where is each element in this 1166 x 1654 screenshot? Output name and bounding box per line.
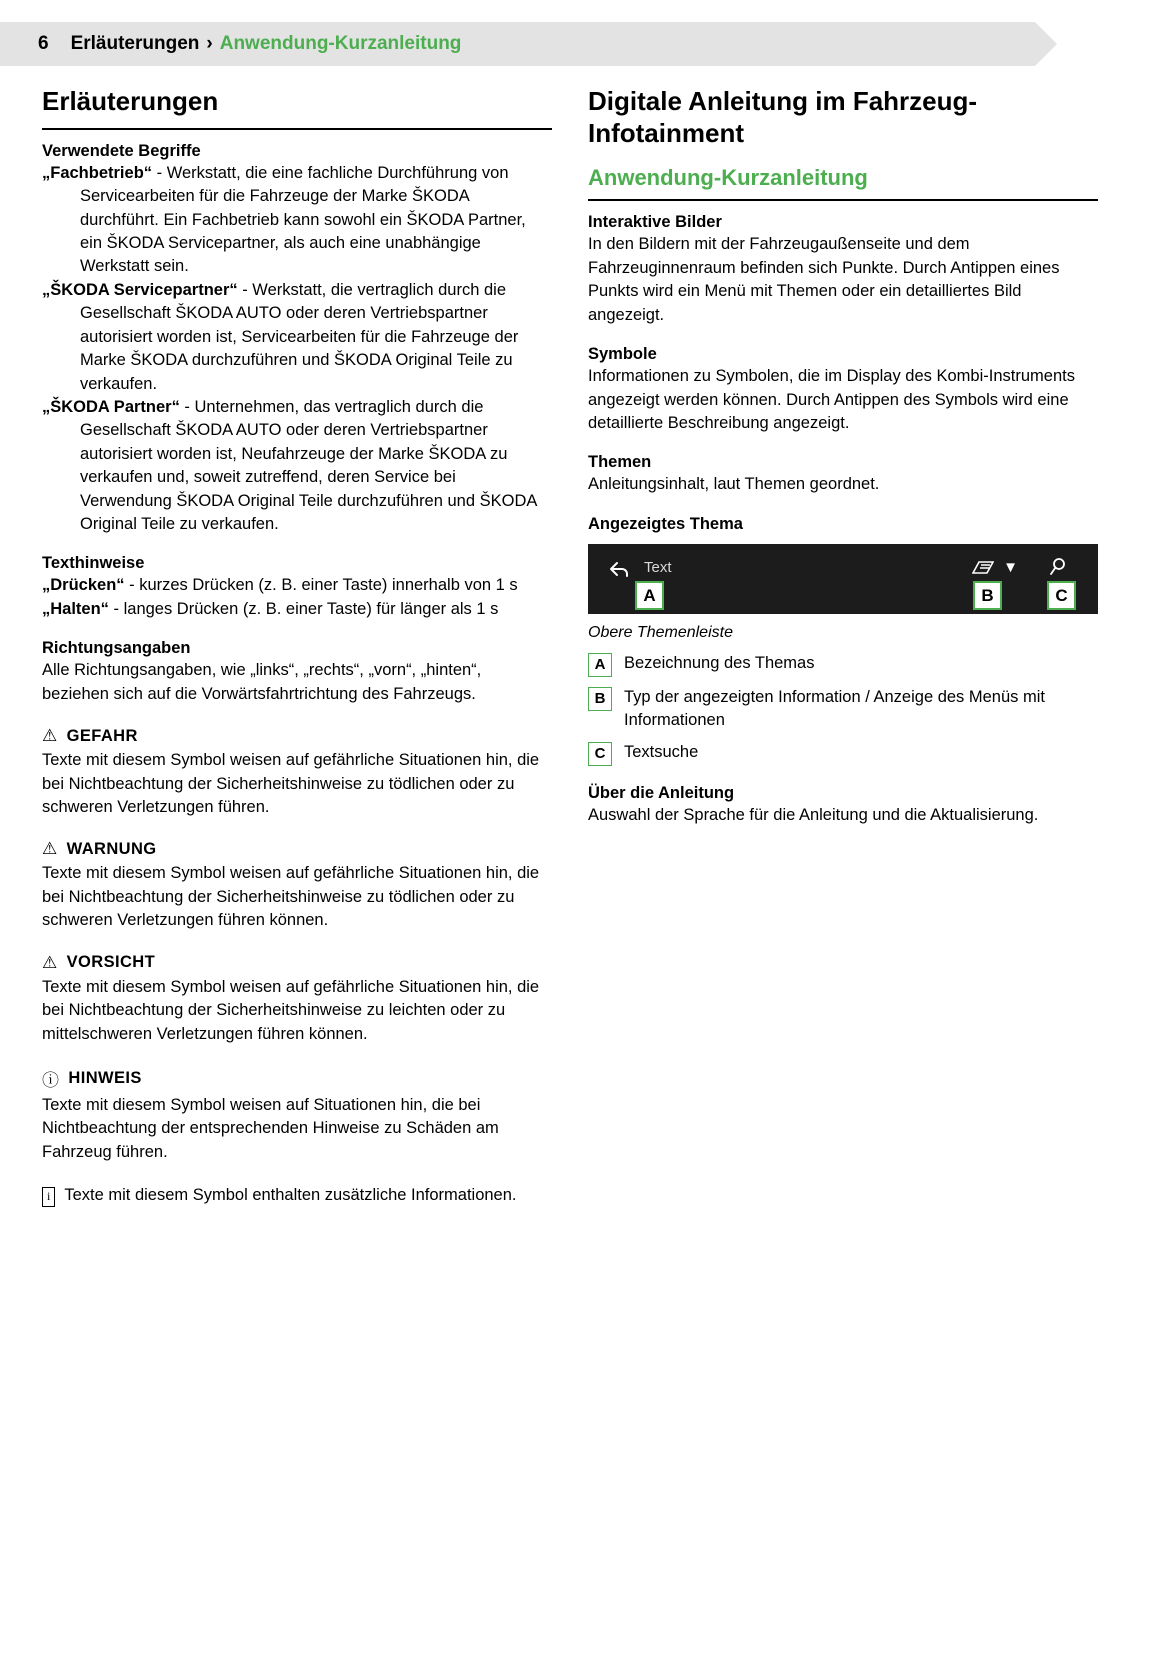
warning-text-warnung: Texte mit diesem Symbol weisen auf gefährliche Situationen hin, die bei Nichtbeachtung der Sicherheitshinweise zu tödlichen oder zu schweren Verletzungen führen können.: [42, 864, 540, 930]
definition-text: - Werkstatt, die eine fachliche Durchführung von Servicearbeiten für die Fahrzeuge der Marke ŠKODA durchführt. Ein Fachbetrieb kann sowohl ein ŠKODA Partner, ein ŠKODA Servicepartner, als auch eine unabhängige Werkstatt sein.: [80, 163, 526, 276]
heading-themen: Themen: [588, 453, 652, 472]
warning-head-hinweis: [42, 1066, 552, 1091]
heading-verwendete-begriffe: Verwendete Begriffe: [42, 141, 201, 160]
chevron-down-icon[interactable]: ▼: [1003, 558, 1018, 576]
warning-text-vorsicht: Texte mit diesem Symbol weisen auf gefährliche Situationen hin, die bei Nichtbeachtung der Sicherheitshinweise zu leichten oder zu mittelschweren Verletzungen führen können.: [42, 977, 540, 1043]
infotainment-figure: [588, 544, 1098, 766]
hint-text: - kurzes Drücken (z. B. einer Taste) innerhalb von 1 s: [124, 576, 518, 595]
left-column: [42, 86, 552, 1208]
heading-ueber-die-anleitung: Über die Anleitung: [588, 784, 735, 802]
right-column: [588, 86, 1098, 827]
legend-text-a: Bezeichnung des Themas: [624, 653, 815, 672]
additional-info-text: Texte mit diesem Symbol enthalten zusätzliche Informationen.: [64, 1186, 517, 1205]
right-title: Digitale Anleitung im Fahrzeug-Infotainment: [588, 86, 978, 148]
warning-head-vorsicht: [42, 953, 552, 973]
legend-key-a: A: [588, 653, 612, 677]
topbar-title-text: Text: [644, 558, 672, 576]
list-menu-icon[interactable]: [972, 558, 994, 582]
figure-caption: Obere Themenleiste: [588, 623, 733, 641]
definition-item: [42, 162, 552, 279]
page-number: 6: [38, 33, 49, 54]
page-title: Erläuterungen: [42, 86, 552, 130]
hint-term: „Drücken“: [42, 576, 125, 595]
warning-head-gefahr: [42, 726, 552, 746]
page-header: [0, 22, 1100, 66]
text-interaktive-bilder: In den Bildern mit der Fahrzeugaußenseite und dem Fahrzeuginnenraum befinden sich Punkte. Durch Antippen eines Punkts wird ein Menü mit Themen oder ein detailliertes Bild angezeigt.: [588, 235, 1060, 324]
breadcrumb: [0, 33, 461, 55]
hint-term: „Halten“: [42, 599, 109, 618]
warning-triangle-icon: ⚠: [42, 726, 58, 746]
search-icon[interactable]: [1048, 557, 1068, 583]
warning-triangle-icon: ⚠: [42, 839, 58, 859]
text-themen: Anleitungsinhalt, laut Themen geordnet.: [588, 475, 880, 494]
marker-a: A: [635, 581, 664, 610]
heading-interaktive-bilder: Interaktive Bilder: [588, 213, 722, 232]
boxed-info-icon: i: [42, 1187, 55, 1207]
marker-c: C: [1047, 581, 1076, 610]
heading-texthinweise: Texthinweise: [42, 554, 145, 573]
definition-term: „ŠKODA Servicepartner“: [42, 280, 238, 299]
heading-richtungsangaben: Richtungsangaben: [42, 639, 191, 658]
warning-text-hinweis: Texte mit diesem Symbol weisen auf Situationen hin, die bei Nichtbeachtung der entsprechenden Hinweise zu Schäden am Fahrzeug führen.: [42, 1095, 499, 1161]
marker-b: B: [973, 581, 1002, 610]
warning-label: WARNUNG: [66, 839, 157, 858]
warning-head-warnung: [42, 839, 552, 859]
legend-item-c: [588, 741, 1098, 766]
legend-item-a: [588, 652, 1098, 677]
text-ueber-die-anleitung: Auswahl der Sprache für die Anleitung und die Aktualisierung.: [588, 806, 1039, 824]
text-symbole: Informationen zu Symbolen, die im Display des Kombi-Instruments angezeigt werden können. Durch Antippen des Symbols wird eine detaillierte Beschreibung angezeigt.: [588, 367, 1075, 432]
definition-text: - Werkstatt, die vertraglich durch die Gesellschaft ŠKODA AUTO oder deren Vertriebspartner autorisiert worden ist, Servicearbeiten für die Fahrzeuge der Marke ŠKODA durchzuführen und ŠKODA Original Teile zu verkaufen.: [80, 280, 519, 393]
heading-symbole: Symbole: [588, 345, 657, 364]
info-circle-icon: ⓘ: [42, 1070, 60, 1090]
definition-item: [42, 396, 552, 537]
legend-key-b: B: [588, 687, 612, 711]
breadcrumb-main: Erläuterungen: [70, 33, 200, 54]
breadcrumb-separator: ›: [206, 33, 213, 54]
additional-info-note: [42, 1184, 552, 1207]
section-heading-anwendung-kurzanleitung: Anwendung-Kurzanleitung: [588, 165, 1098, 201]
legend-text-b: Typ der angezeigten Information / Anzeige des Menüs mit Informationen: [624, 687, 1045, 729]
hint-text: - langes Drücken (z. B. einer Taste) für länger als 1 s: [108, 599, 499, 618]
directions-text: Alle Richtungsangaben, wie „links“, „rechts“, „vorn“, „hinten“, beziehen sich auf die Vorwärtsfahrtrichtung des Fahrzeugs.: [42, 661, 482, 703]
warning-label: VORSICHT: [66, 953, 156, 972]
warning-label: HINWEIS: [68, 1068, 142, 1087]
breadcrumb-sub: Anwendung-Kurzanleitung: [219, 33, 462, 54]
definition-item: [42, 279, 552, 396]
legend-text-c: Textsuche: [624, 743, 699, 761]
warning-triangle-icon: ⚠: [42, 952, 58, 972]
legend-key-c: C: [588, 742, 612, 766]
hint-item: [42, 574, 552, 597]
warning-text-gefahr: Texte mit diesem Symbol weisen auf gefährliche Situationen hin, die bei Nichtbeachtung der Sicherheitshinweise zu tödlichen oder zu schweren Verletzungen führen.: [42, 751, 540, 816]
definition-term: „ŠKODA Partner“: [42, 397, 180, 416]
legend-item-b: [588, 686, 1098, 732]
definition-term: „Fachbetrieb“: [42, 163, 153, 182]
hint-item: [42, 598, 552, 621]
warning-label: GEFAHR: [66, 726, 138, 745]
infotainment-topbar: [588, 544, 1098, 614]
back-arrow-icon[interactable]: [606, 558, 632, 580]
definition-text: - Unternehmen, das vertraglich durch die Gesellschaft ŠKODA AUTO oder deren Vertriebspartner autorisiert worden ist, Neufahrzeuge der Marke ŠKODA zu verkaufen und, soweit zutreffend, deren Service bei Verwendung ŠKODA Original Teile durchzuführen und ŠKODA Original Teile zu verkaufen.: [80, 397, 537, 534]
heading-angezeigtes-thema: Angezeigtes Thema: [588, 514, 743, 533]
